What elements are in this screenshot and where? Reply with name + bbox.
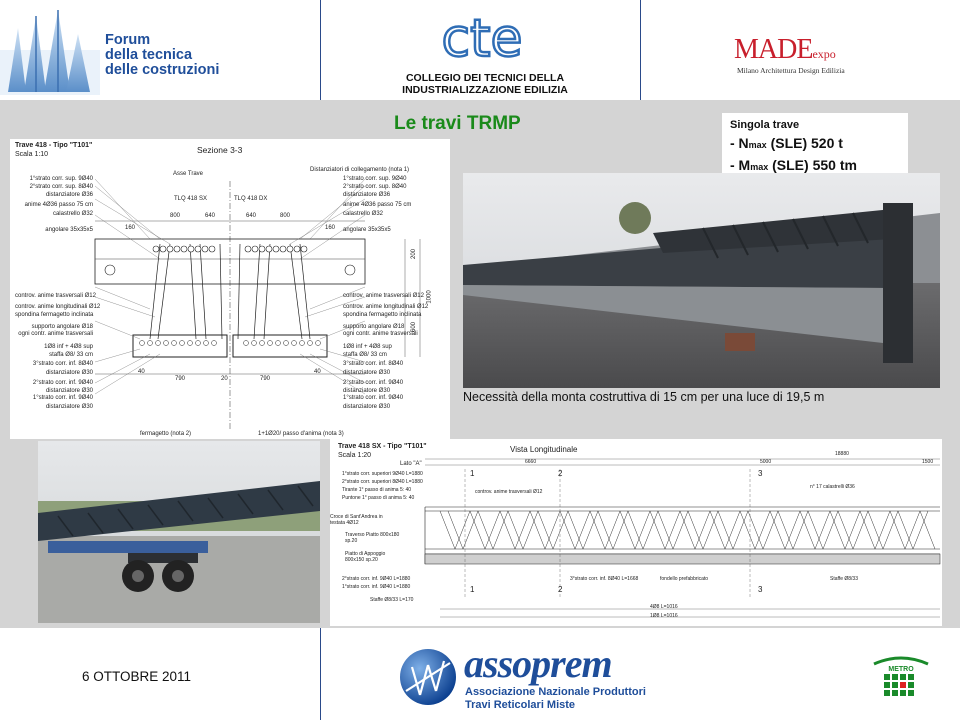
section-marker: 2 — [558, 469, 563, 478]
dimension-label: 40 — [314, 369, 321, 375]
cte-logo-text: cte — [441, 12, 523, 68]
assoprem-subtitle — [465, 686, 646, 712]
cte-logo — [440, 12, 524, 68]
section-label-right: 3°strato corr. inf. 8Ø40 — [343, 361, 404, 367]
made-logo-sub: expo — [812, 47, 836, 61]
spec-subscript: max — [750, 162, 769, 172]
long-label: Croce di Sant'Andrea in testata 4Ø12 — [330, 514, 383, 526]
long-label: 3°strato corr. inf. 8Ø40 L=1668 — [570, 576, 639, 582]
section-label-left: distanziatore Ø30 — [45, 388, 93, 394]
long-label: Tirante 1° passo di anima 5: 40 — [342, 487, 412, 493]
section-label-right: distanziatore Ø30 — [343, 370, 391, 376]
fermagetto-label: fermagetto (nota 2) — [140, 431, 192, 437]
section-label-right: 2°strato corr. inf. 9Ø40 — [343, 380, 404, 386]
cte-caption — [380, 72, 590, 96]
dimension-label: 200 — [411, 248, 418, 260]
long-label: fondello prefabbricato — [660, 576, 709, 582]
lato-label: Lato "A" — [400, 461, 422, 467]
long-label: 1°strato corr. inf. 9Ø40 L=1880 — [342, 584, 411, 590]
long-label: Staffe Ø8/33 — [830, 576, 858, 582]
header-divider — [640, 0, 641, 100]
section-label-left: 2°strato corr. sup. 8Ø40 — [29, 184, 93, 190]
section-label-left: 1°strato corr. sup. 9Ø40 — [29, 176, 93, 182]
section-marker: 1 — [470, 469, 475, 478]
section-label-left: angolare 35x35x5 — [45, 227, 93, 233]
section-label-right: distanziatore Ø36 — [343, 192, 391, 198]
distanziatori-label: Distanziatori di collegamento (nota 1) — [310, 167, 410, 173]
section-label-right: calastrello Ø32 — [343, 211, 384, 217]
tlq-dx-label: TLQ 418 DX — [234, 196, 268, 202]
dimension-label: 640 — [205, 213, 216, 219]
section-label-right: angolare 35x35x5 — [343, 227, 391, 233]
long-label: 1Ø8 L=1016 — [650, 613, 678, 619]
section-label-right: distanziatore Ø30 — [343, 388, 391, 394]
section-drawing — [10, 139, 450, 439]
section-label-left: 3°strato corr. inf. 8Ø40 — [32, 361, 93, 367]
cte-caption-line: COLLEGIO DEI TECNICI DELLA — [405, 72, 565, 84]
section-label-right: supporto angolare Ø18 — [343, 324, 405, 330]
section-label-left: ogni contr. anime trasversali — [18, 331, 93, 337]
long-drawing-lines — [330, 439, 942, 626]
spec-value: (SLE) 520 t — [766, 135, 843, 151]
long-label: 1°strato corr. superiori 9Ø40 L=1880 — [342, 471, 423, 477]
section-label-right: distanziatore Ø30 — [343, 404, 391, 410]
asse-trave-label: Asse Trave — [173, 171, 204, 177]
footer-date: 6 OTTOBRE 2011 — [82, 669, 192, 684]
section-label-right: 1°strato corr. inf. 9Ø40 — [343, 395, 404, 401]
section-marker: 2 — [558, 585, 563, 594]
header — [0, 0, 960, 100]
dimension-label: 5000 — [760, 459, 772, 465]
spec-symbol: - M — [730, 157, 751, 173]
spec-value: (SLE) 550 tm — [768, 157, 857, 173]
section-label-left: calastrello Ø32 — [52, 211, 93, 217]
made-expo-logo — [734, 34, 836, 66]
dimension-label: 790 — [175, 376, 186, 382]
long-label: Traverso Piatto 800x180 sp.20 — [345, 532, 400, 544]
section-label-left: anime 4Ø36 passo 75 cm — [24, 202, 93, 208]
section-label-left: distanziatore Ø30 — [45, 370, 93, 376]
long-label: Piatto di Appoggio 800x150 sp.20 — [345, 551, 386, 563]
long-label: 4Ø8 L=1016 — [650, 604, 678, 610]
forum-line: delle costruzioni — [105, 62, 220, 78]
long-label: Staffe Ø8/33 L=170 — [370, 597, 414, 603]
dimension-label: 1000 — [426, 290, 433, 304]
metro-label: METRO — [888, 666, 914, 673]
dimension-label: 6660 — [525, 459, 537, 465]
spec-box — [722, 113, 908, 173]
long-view-label: Vista Longitudinale — [510, 445, 578, 454]
long-label: 2°strato corr. inf. 9Ø40 L=1880 — [342, 576, 411, 582]
long-drawing-scale: Scala 1:20 — [338, 452, 372, 459]
section-label-left: 1°strato corr. inf. 9Ø40 — [32, 395, 93, 401]
section-label-right: controv. anime longitudinali Ø12 — [343, 304, 429, 310]
assoprem-subtitle-line: Associazione Nazionale Produttori — [465, 686, 646, 698]
forum-logo-text — [105, 33, 219, 78]
beam-photo — [463, 173, 940, 388]
dimension-label: 160 — [325, 225, 336, 231]
section-label-left: supporto angolare Ø18 — [31, 324, 93, 330]
drawing-scale: Scala 1:10 — [15, 151, 49, 158]
dimension-label: 18880 — [835, 451, 849, 457]
spec-mmax — [730, 157, 857, 173]
section-label-right: ogni contr. anime trasversali — [343, 331, 418, 337]
long-label: Puntone 1° passo di anima 5: 40 — [342, 495, 415, 501]
metro-logo — [870, 654, 932, 702]
section-label-right: staffa Ø8/ 33 cm — [343, 352, 387, 358]
section-label-left: staffa Ø8/ 33 cm — [49, 352, 93, 358]
dimension-label: 1500 — [922, 459, 934, 465]
made-tagline: Milano Architettura Design Edilizia — [737, 66, 845, 75]
made-logo-main: MADE — [734, 34, 813, 65]
beam-photo-caption: Necessità della monta costruttiva di 15 cm per una luce di 19,5 m — [463, 390, 825, 404]
section-marker: 3 — [758, 469, 763, 478]
section-label-right: 2°strato corr. sup. 8Ø40 — [343, 184, 407, 190]
slide-title: Le travi TRMP — [394, 113, 521, 134]
forum-line: Forum — [105, 32, 151, 48]
footer-divider — [320, 628, 321, 720]
staffe-label: 1+1Ø20/ passo d'anima (nota 3) — [258, 431, 344, 437]
dimension-label: 600 — [411, 321, 418, 333]
forum-logo-graphic — [0, 10, 100, 95]
spec-subscript: max — [748, 140, 767, 150]
spec-title: Singola trave — [730, 119, 800, 131]
section-label-right: spondina fermagetto inclinata — [343, 312, 422, 318]
assoprem-logo-text: assoprem — [464, 641, 612, 686]
spec-nmax — [730, 135, 843, 151]
section-label-left: 1Ø8 inf + 4Ø8 sup — [44, 344, 93, 350]
long-label: 2°strato corr. superiori 8Ø40 L=1880 — [342, 479, 423, 485]
drawing-title: Trave 418 - Tipo "T101" — [15, 142, 93, 149]
spec-symbol: - N — [730, 135, 749, 151]
dimension-label: 640 — [246, 213, 257, 219]
cte-caption-line: INDUSTRIALIZZAZIONE EDILIZIA — [402, 84, 568, 96]
forum-line: della tecnica — [105, 47, 193, 63]
assoprem-globe-icon — [398, 647, 458, 707]
truck-photo — [38, 441, 320, 623]
longitudinal-drawing — [330, 439, 942, 626]
dimension-label: 790 — [260, 376, 271, 382]
assoprem-subtitle-line: Travi Reticolari Miste — [465, 699, 576, 711]
dimension-label: 800 — [170, 213, 181, 219]
section-label-left: controv. anime longitudinali Ø12 — [15, 304, 101, 310]
section-marker: 1 — [470, 585, 475, 594]
long-label: n° 17 calastrelli Ø36 — [810, 484, 855, 490]
dimension-label: 800 — [280, 213, 291, 219]
section-label-right: anime 4Ø36 passo 75 cm — [343, 202, 412, 208]
header-divider — [320, 0, 321, 100]
dimension-label: 20 — [221, 376, 228, 382]
section-label-left: controv. anime trasversali Ø12 — [15, 293, 96, 299]
section-label-right: 1°strato corr. sup. 9Ø40 — [343, 176, 407, 182]
section-marker: 3 — [758, 585, 763, 594]
section-label-right: 1Ø8 inf + 4Ø8 sup — [343, 344, 392, 350]
section-label-right: controv. anime trasversali Ø12 — [343, 293, 424, 299]
tlq-sx-label: TLQ 418 SX — [174, 196, 208, 202]
dimension-label: 160 — [125, 225, 136, 231]
section-label-left: distanziatore Ø30 — [45, 404, 93, 410]
long-label: controv. anime trasversali Ø12 — [475, 489, 543, 495]
section-label-left: spondina fermagetto inclinata — [15, 312, 94, 318]
section-label: Sezione 3-3 — [197, 145, 243, 155]
section-label-left: distanziatore Ø36 — [45, 192, 93, 198]
section-label-left: 2°strato corr. inf. 9Ø40 — [32, 380, 93, 386]
long-drawing-title: Trave 418 SX - Tipo "T101" — [338, 443, 427, 450]
dimension-label: 40 — [138, 369, 145, 375]
